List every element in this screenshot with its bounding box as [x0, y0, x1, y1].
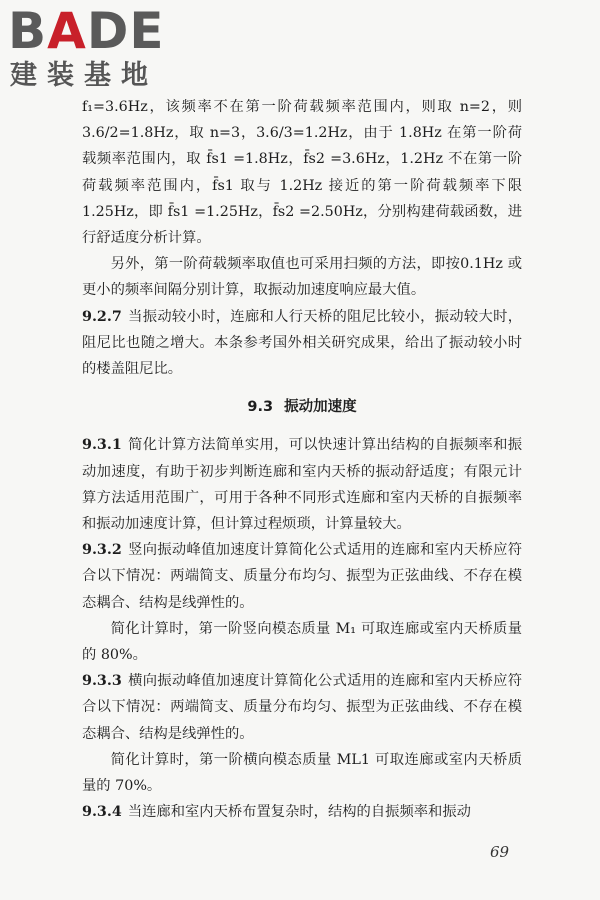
section-heading: 9.3 振动加速度 [247, 399, 357, 416]
clause-text: 简化计算方法简单实用，可以快速计算出结构的自振频率和振动加速度，有助于初步判断连廊和室内天桥的振动舒适度；有限元计算方法适用范围广，可用于各种不同形式连廊和室内天桥的自振频率和振动加速度计算，但计算过程烦琐，计算量较大。 [82, 437, 522, 533]
clause-number: 9.3.1 [82, 437, 122, 454]
clause-number: 9.3.2 [82, 542, 122, 559]
clause-number: 9.3.3 [82, 673, 122, 690]
clause-9-3-1 [82, 432, 522, 537]
document-page [82, 94, 522, 825]
paragraph-frequency-example: f₁=3.6Hz，该频率不在第一阶荷载频率范围内，则取 n=2，则3.6/2=1.8Hz，取 n=3，3.6/3=1.2Hz，由于 1.8Hz 在第一阶荷载频率范围内，取 f̄s1 =1.8Hz，f̄s2 =3.6Hz，1.2Hz 不在第一阶荷载频率范围内，f̄s1 取与 1.2Hz 接近的第一阶荷载频率下限 1.25Hz，即 f̄s1 =1.25Hz，f̄s2 =2.50Hz，分别构建荷载函数，进行舒适度分析计算。 [82, 99, 522, 247]
clause-text: 当振动较小时，连廊和人行天桥的阻尼比较小，振动较大时，阻尼比也随之增大。本条参考国外相关研究成果，给出了振动较小时的楼盖阻尼比。 [82, 308, 522, 378]
clause-9-3-3-note: 简化计算时，第一阶横向模态质量 ML1 可取连廊或室内天桥质量的 70%。 [82, 751, 522, 795]
paragraph-sweep-method: 另外，第一阶荷载频率取值也可采用扫频的方法，即按0.1Hz 或更小的频率间隔分别计算，取振动加速度响应最大值。 [82, 256, 522, 299]
clause-text: 当连廊和室内天桥布置复杂时，结构的自振频率和振动 [127, 804, 471, 821]
clause-9-2-7 [82, 304, 522, 383]
clause-9-3-2 [82, 537, 522, 616]
logo-subtitle: 建装基地 [10, 60, 158, 91]
clause-number: 9.3.4 [82, 804, 122, 821]
logo-wordmark: BADE [8, 2, 165, 60]
clause-text: 横向振动峰值加速度计算简化公式适用的连廊和室内天桥应符合以下情况：两端简支、质量分布均匀、振型为正弦曲线、不存在模态耦合、结构是线弹性的。 [82, 673, 522, 742]
page-number: 69 [490, 843, 510, 861]
clause-9-3-2-note: 简化计算时，第一阶竖向模态质量 M₁ 可取连廊或室内天桥质量的 80%。 [82, 620, 522, 664]
bade-logo [8, 4, 178, 92]
clause-9-3-3 [82, 668, 522, 747]
clause-text: 竖向振动峰值加速度计算简化公式适用的连廊和室内天桥应符合以下情况：两端简支、质量分布均匀、振型为正弦曲线、不存在模态耦合、结构是线弹性的。 [82, 542, 522, 611]
clause-number: 9.2.7 [82, 308, 122, 325]
clause-9-3-4 [82, 799, 522, 825]
